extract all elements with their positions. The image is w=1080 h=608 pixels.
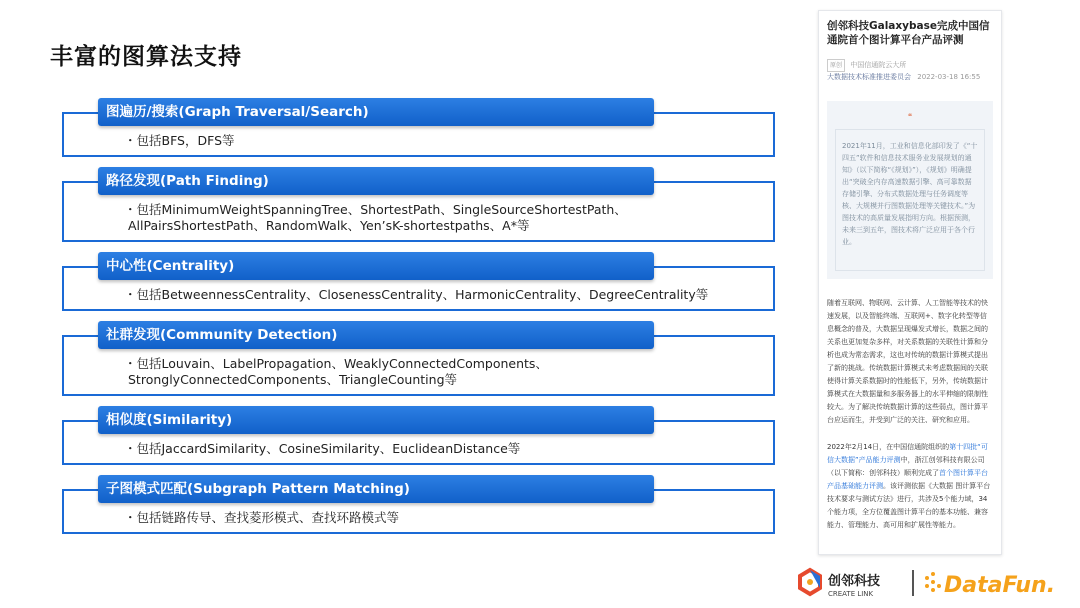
article-screenshot [818, 10, 1002, 555]
article-highlight: 首个图计算平台产品基础能力评测 [827, 469, 988, 490]
article-highlight: 第十四批“可信大数据”产品能力评测 [827, 443, 988, 464]
createlink-logo-en: CREATE LINK [828, 590, 874, 598]
article-text: 2022年2月14日，在中国信通院组织的 [827, 443, 950, 451]
article-text: 。该评测依据《大数据 图计算平台技术要求与测试方法》进行，共涉及5个能力域，34个能力项，全方位覆盖图计算平台的基本功能、兼容能力、管理能力、高可用和扩展性等能力。 [827, 482, 991, 529]
article-quote-text: 2021年11月，工业和信息化部印发了《“十四五”软件和信息技术服务业发展规划的通知》（以下简称“《规划》”），《规划》明确提出“突破全内存高速数据引擎、高可靠数据存储引擎、分布式数据处理与任务调度等核、大规模并行图数据处理等关键技术。”为图技术的高质量发展指明方向。根据预测，未来三到五年，图技术将广泛应用于各个行业。 [835, 129, 985, 271]
datafun-logo-mark [925, 572, 941, 592]
createlink-logo [796, 566, 906, 600]
algorithm-card-path-finding [62, 167, 775, 242]
article-org[interactable]: 大数据技术标准推进委员会 [827, 73, 911, 81]
algorithm-line: ・包括链路传导、查找菱形模式、查找环路模式等 [124, 510, 400, 525]
algorithm-line: ・包括BetweennessCentrality、ClosenessCentrality、HarmonicCentrality、DegreeCentrality等 [124, 287, 709, 302]
algorithm-line: AllPairsShortestPath、RandomWalk、Yen’sK-shortestpaths、A*等 [128, 218, 530, 233]
algorithm-card-community [62, 321, 775, 396]
algorithm-line: ・包括Louvain、LabelPropagation、WeaklyConnectedComponents、 [124, 356, 548, 371]
logo-divider [912, 570, 914, 596]
algorithm-header: 中心性(Centrality) [98, 252, 654, 280]
algorithm-card-similarity [62, 406, 775, 465]
algorithm-card-subgraph [62, 475, 775, 534]
algorithm-header: 社群发现(Community Detection) [98, 321, 654, 349]
original-tag: 原创 [827, 59, 845, 72]
datafun-logo-text: DataFun. [944, 573, 1056, 598]
article-text: 中，浙江创邻科技有限公司（以下简称：创邻科技）顺利完成了 [827, 456, 985, 477]
createlink-logo-cn: 创邻科技 [828, 574, 881, 589]
article-source: 中国信通院云大所 [850, 61, 907, 69]
article-paragraph: 随着互联网、物联网、云计算、人工智能等技术的快速发展，以及智能终端、互联网+、数字化转型等信息概念的普及，大数据呈现爆发式增长，数据之间的关系也更加复杂多样，对关系数据的关联性计算和分析也成为常态需求，这也对传统的数据计算模式提出了新的挑战。传统数据计算模式未考虑数据间的关联使得计算关系数据时的性能低下，另外，传统数据计算模式在大数据量和多服务器上的水平伸缩的限制性较大。为了解决传统数据计算的这些弱点，图计算平台应运而生，并受到广泛的关注、研究和应用。 [827, 299, 988, 424]
datafun-logo [922, 566, 1072, 600]
article-date: 2022-03-18 16:55 [917, 73, 981, 81]
article-paragraph [827, 441, 993, 532]
algorithm-list [62, 98, 775, 544]
article-meta [827, 59, 993, 83]
algorithm-card-centrality [62, 252, 775, 311]
algorithm-header: 路径发现(Path Finding) [98, 167, 654, 195]
slide-title: 丰富的图算法支持 [50, 44, 242, 70]
algorithm-header: 子图模式匹配(Subgraph Pattern Matching) [98, 475, 654, 503]
article-quote [827, 101, 993, 279]
quote-icon: ❝ [907, 112, 913, 121]
article-title: 创邻科技Galaxybase完成中国信通院首个图计算平台产品评测 [827, 20, 990, 46]
algorithm-line: ・包括JaccardSimilarity、CosineSimilarity、EuclideanDistance等 [124, 441, 521, 456]
algorithm-header: 相似度(Similarity) [98, 406, 654, 434]
algorithm-header: 图遍历/搜索(Graph Traversal/Search) [98, 98, 654, 126]
algorithm-line: ・包括BFS，DFS等 [124, 133, 235, 148]
algorithm-line: ・包括MinimumWeightSpanningTree、ShortestPath、SingleSourceShortestPath、 [124, 202, 627, 217]
algorithm-line: StronglyConnectedComponents、TriangleCounting等 [128, 372, 458, 387]
algorithm-card-traversal [62, 98, 775, 157]
